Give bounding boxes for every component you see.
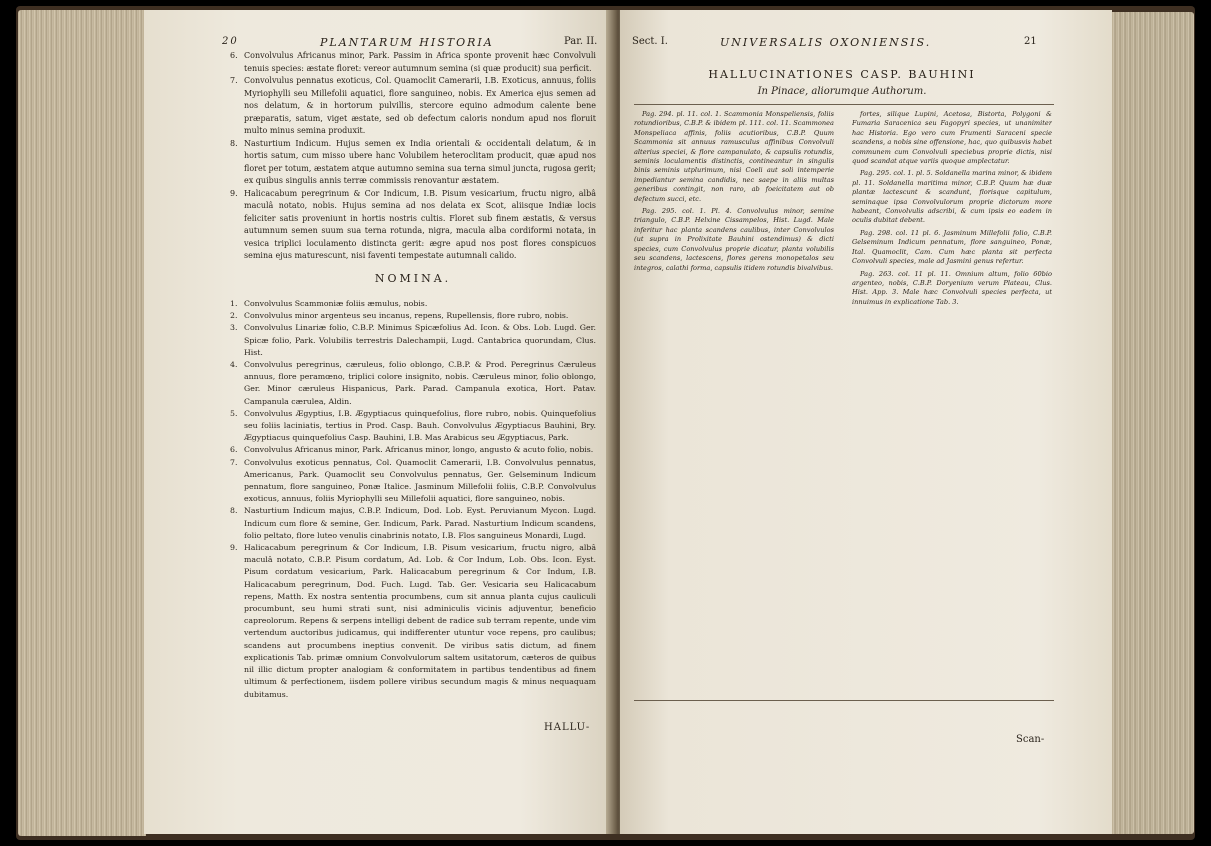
history-entry-number: 9. [230, 188, 238, 198]
history-entry-text: Convolvulus pennatus exoticus, Col. Quamoclit Camerarii, I.B. Exoticus, annuus, foliis Myriophylli seu Millefolii aquatici, flore sanguineo, nobis. Ex America ejus semen ad nos delatum, & in hortorum pulvillis, stercore equino admodum calente bene præparatis, satum, viget æstate, sed ob defectum caloris nondum apud nos floruit multo minus semina produxit. [244, 76, 596, 135]
right-page [620, 10, 1112, 834]
nomina-entry-number: 1. [230, 299, 238, 308]
nomina-entry-number: 2. [230, 311, 238, 321]
right-page-number: 21 [1024, 36, 1037, 47]
left-page [144, 10, 614, 834]
history-entry-text: Halicacabum peregrinum & Cor Indicum, I.B. Pisum vesicarium, fructu nigro, albâ maculâ notato, nobis. Hujus semina ad nos delata ex Scot, aliisque Indiæ locis feliciter satis proveniunt in hortis nostris cultis. Floret sub finem æstatis, & versus autumnum semen suum sua terna rotunda, nigra, macula alba cordiformi notata, in vesica triplici loculamento distincta gerit: ægre apud nos post flores conspicuos semina ejus maturescunt, nisi faventi tempestate autumnali calido. [244, 188, 596, 260]
heading-rule [634, 104, 1054, 105]
hallucination-paragraph: Pag. 294. pl. 11. col. 1. Scammonia Monspeliensis, foliis rotundioribus, C.B.P. & ibidem pl. 111. col. 11. Scammonea Monspeliaca affinis, foliis acutioribus, C.B.P. Quum Scammonia sit annuus ramusculus affinibus Convolvuli alterius speciei, & flore campanulato, & capsulis rotundis, seminis loculamentis distinctis, contineantur in singulis binis seminis utplurimum, nisi Coeli aut soli intemperie impediantur semina candidis, nec saepe in aliis multas generibus contingit, non raro, ab foeicitatem aut ob defectum succi, etc. [634, 110, 834, 203]
history-entry [230, 50, 596, 75]
right-catchword: Scan- [1016, 734, 1045, 745]
right-running-title: UNIVERSALIS OXONIENSIS. [720, 36, 932, 49]
left-entries-nomina [230, 298, 596, 701]
left-entries-top [230, 50, 596, 263]
left-page-number: 20 [222, 36, 239, 47]
history-entry [230, 138, 596, 188]
nomina-entry [230, 457, 596, 506]
nomina-entry [230, 408, 596, 445]
history-entry [230, 188, 596, 263]
nomina-entry [230, 505, 596, 542]
nomina-entry-text: Convolvulus Africanus minor, Park. Africanus minor, longo, angusto & acuto folio, nobis. [244, 445, 594, 455]
left-catchword: HALLU- [544, 722, 591, 733]
left-part-label: Par. II. [564, 36, 598, 47]
nomina-entry-text: Nasturtium Indicum majus, C.B.P. Indicum, Dod. Lob. Eyst. Peruvianum Mycon. Lugd. Indicum cum flore & semine, Ger. Indicum, Park. Parad. Nasturtium Indicum scandens, folio peltato, flore luteo venulis cinabrinis notato, I.B. Flos sanguineus Monardi, Lugd. [244, 506, 596, 540]
nomina-entry [230, 322, 596, 359]
right-column-2 [852, 110, 1052, 690]
nomina-entry [230, 444, 596, 456]
nomina-entry-number: 5. [230, 408, 238, 418]
hallucinationes-subheading: In Pinace, aliorumque Authorum. [757, 86, 927, 97]
page-edges-right [1108, 12, 1194, 834]
nomina-entry-number: 9. [230, 543, 238, 553]
history-entry-number: 8. [230, 138, 238, 148]
nomina-entry-text: Convolvulus Linariæ folio, C.B.P. Minimus Spicæfolius Ad. Icon. & Obs. Lob. Lugd. Ger. Spicæ folio, Park. Volubilis terrestris Dalechampii, Lugd. Cantabrica quorundam, Clus. Hist. [244, 323, 596, 357]
history-entry-number: 7. [230, 76, 238, 85]
nomina-entry-number: 3. [230, 323, 238, 333]
nomina-entry-number: 8. [230, 506, 238, 516]
nomina-entry-text: Convolvulus Scammoniæ foliis æmulus, nobis. [244, 299, 428, 308]
left-running-title: PLANTARUM HISTORIA [320, 36, 494, 49]
nomina-entry-number: 6. [230, 445, 238, 455]
nomina-entry-text: Halicacabum peregrinum & Cor Indicum, I.B. Pisum vesicarium, fructu nigro, albâ maculâ notato, C.B.P. Pisum cordatum, Ad. Lob. & Cor Indum, Lob. Obs. Icon. Eyst. Pisum cordatum vesicarium, Park. Halicacabum peregrinum & Cor Indum, I.B. Halicacabum peregrinum, Dod. Fuch. Lugd. Tab. Ger. Vesicaria seu Halicacabum repens, Matth. Ex nostra sententia procumbens, cum sit annua planta cujus cauliculi procumbunt, seu humi strati sunt, nisi adminiculis vicinis adjuventur, beneficio capreolorum. Repens & serpens intelligi debent de radice sub terram repente, unde vim vertendum auctoribus judicamus, qui indifferenter utuntur voce repens, pro caulibus; scandens aut procumbens ineptius convenit. De viribus satis dictum, ad finem explicationis Tab. primæ omnium Convolvulorum saltem usitatorum, cæteros de quibus nil illic dictum propter analogiam & conformitatem in partibus tendentibus ad finem ultimum & perfectionem, iisdem pollere viribus secundum magis & minus nequaquam dubitamus. [244, 543, 596, 699]
hallucination-paragraph: Pag. 295. col. 1. pl. 5. Soldanella marina minor, & ibidem pl. 11. Soldanella maritima minor, C.B.P. Quum hæ duæ plantæ lactescunt & scandunt, florisque capitulum, seminaque ipsa Convolvulorum proprie dictorum more habeant, Convolvulis adscribi, & cum ipsis eo eadem in oculis dubitat debent. [852, 169, 1052, 225]
nomina-entry-text: Convolvulus peregrinus, cæruleus, folio oblongo, C.B.P. & Prod. Peregrinus Cæruleus annuus, flore peramœno, triplici colore insignito, nobis. Cæruleus minor, folio oblongo, Ger. Minor cæruleus Hispanicus, Park. Parad. Campanula exotica, Hort. Patav. Campanula cærulea, Aldin. [244, 360, 596, 406]
nomina-entry-text: Convolvulus exoticus pennatus, Col. Quamoclit Camerarii, I.B. Convolvulus pennatus, Americanus, Park. Quamoclit seu Convolvulus pennatus, Ger. Gelseminum Indicum pennatum, flore sanguineo, Ponæ Italice. Jasminum Millefolii foliis, C.B.P. Convolvulus exoticus, annuus, foliis Myriophylli seu Millefolii aquatici, flore sanguineo, nobis. [244, 457, 596, 504]
page-edges-left [18, 10, 146, 836]
history-entry-number: 6. [230, 51, 238, 60]
nomina-entry-number: 4. [230, 360, 238, 370]
hallucination-paragraph: Pag. 263. col. 11 pl. 11. Omnium altum, folio 60bio argenteo, nobis, C.B.P. Doryenium verum Plateau, Clus. Hist. App. 3. Male hæc Convolvuli species perfecta, ut innuimus in explicatione Tab. 3. [852, 269, 1052, 306]
right-column-1 [634, 110, 834, 690]
nomina-entry [230, 542, 596, 701]
hallucination-paragraph: fortes, silique Lupini, Acetosa, Bistorta, Polygoni & Fumaria Saracenica seu Fagopyri species, ut unanimiter hac Historia. Ego vero cum Frumenti Saraceni specie scandens, a nobis sine offensione, hac, quo quibusvis habet communem cum Convolvuli speciebus proprie dictis, nisi quod scandat atque variis quoque amplectatur. [852, 110, 1052, 166]
history-entry-text: Nasturtium Indicum. Hujus semen ex India orientali & occidentali delatum, & in hortis satum, cum misso ubere hanc Volubilem heteroclitam producit, quæ apud nos floret per totum, æstatem atque autumno semina sua terna simul juncta, rugosa gerit; ex quibus singulis annis terræ commissis renovantur æstatem. [244, 138, 596, 185]
footer-rule [634, 700, 1054, 701]
hallucination-paragraph: Pag. 298. col. 11 pl. 6. Jasminum Millefolii folio, C.B.P. Gelseminum Indicum pennatum, flore sanguineo, Ponæ, Ital. Quamoclit, Cam. Cum hæc planta sit perfecta Convolvuli species, male ad Jasmini genus refertur. [852, 228, 1052, 266]
nomina-entry-text: Convolvulus Ægyptius, I.B. Ægyptiacus quinquefolius, flore rubro, nobis. Quinquefolius seu foliis laciniatis, tertius in Prod. Casp. Bauh. Convolvulus Ægyptiacus Bauhini, Bry. Ægyptiacus quinquefolius Casp. Bauhini, I.B. Mas Arabicus seu Ægyptiacus, Park. [244, 408, 596, 443]
nomina-entry [230, 298, 596, 310]
nomina-entry [230, 310, 596, 322]
nomina-entry-number: 7. [230, 457, 238, 467]
hallucination-paragraph: Pag. 295. col. 1. Pl. 4. Convolvulus minor, semine triangulo, C.B.P. Helxine Cissampelos, Hist. Lugd. Male inferitur hac planta scandens caulibus, inter Convolvulos (ut supra in Prolixitate Bauhini ostendimus) & dicti species, cum Convolvulus proprie dicatur, planta volubilis seu scandens, lactescens, flores gerens monopetalos seu integros, calathi forma, capsulis itidem rotundis bivalvibus. [634, 207, 834, 272]
right-section-label: Sect. I. [632, 36, 668, 47]
hallucinationes-heading: HALLUCINATIONES CASP. BAUHINI [708, 68, 976, 81]
history-entry-text: Convolvulus Africanus minor, Park. Passim in Africa sponte provenit hæc Convolvuli tenuis species: æstate floret: vereor autumnum semina (si quæ producit) sua perficit. [244, 51, 596, 73]
nomina-entry [230, 359, 596, 408]
history-entry [230, 75, 596, 138]
nomina-entry-text: Convolvulus minor argenteus seu incanus, repens, Rupellensis, flore rubro, nobis. [244, 311, 569, 321]
nomina-heading: NOMINA. [374, 272, 452, 285]
